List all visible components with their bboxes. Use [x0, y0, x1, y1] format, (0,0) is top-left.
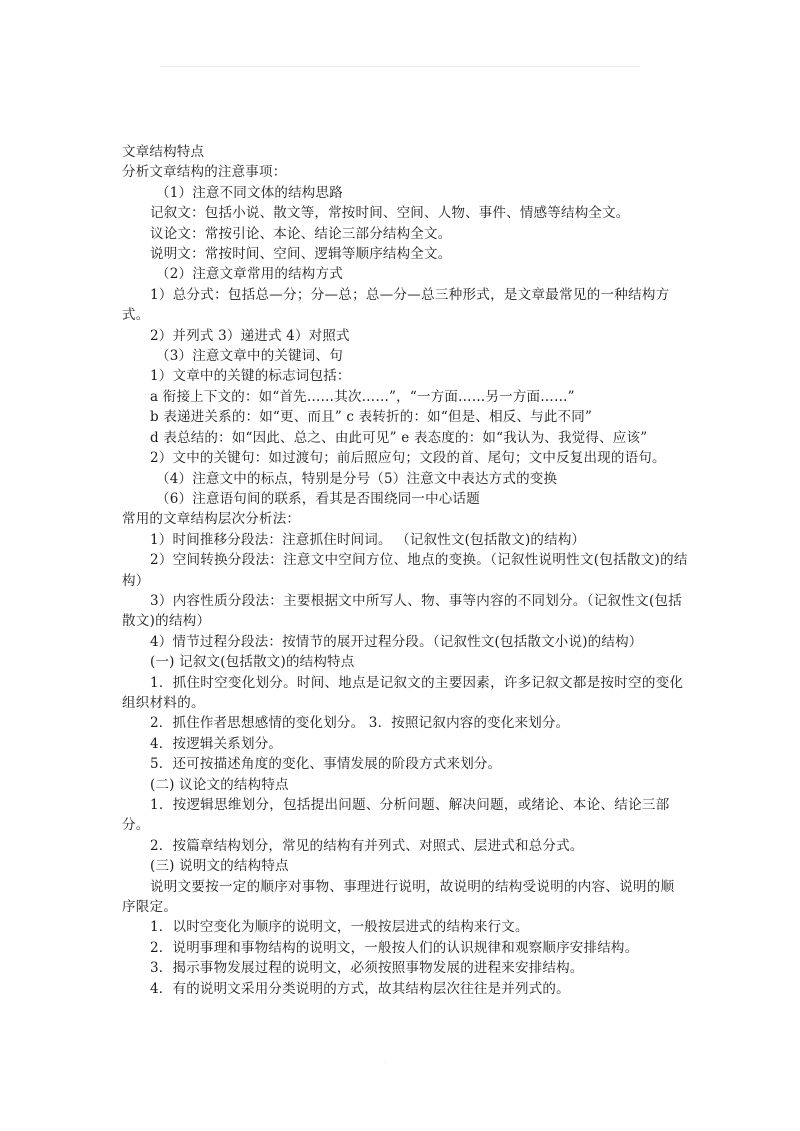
paragraph-parallel: 2）并列式 3）递进式 4）对照式	[150, 327, 350, 344]
list-item-a: a 衔接上下文的：如“首先……其次……”，“一方面……另一方面……”	[150, 388, 575, 405]
subheading-expository-features: (三) 说明文的结构特点	[150, 858, 289, 875]
subheading-1: （1）注意不同文体的结构思路	[156, 184, 343, 201]
subheading-2: （2）注意文章常用的结构方式	[156, 266, 343, 283]
footer-watermark: ·	[384, 1059, 387, 1067]
expository-point-4: 4．有的说明文采用分类说明的方式，故其结构层次往往是并列式的。	[150, 980, 570, 997]
narrative-point-2: 2．抓住作者思想感情的变化划分。 3．按照记叙内容的变化来划分。	[150, 715, 570, 732]
subheading-3: （3）注意文章中的关键词、句	[156, 348, 343, 365]
section-heading-notes: 分析文章结构的注意事项：	[122, 164, 287, 181]
list-item-b: b 表递进关系的：如“更、而且” c 表转折的：如“但是、相反、与此不同”	[150, 409, 593, 426]
argument-point-1: 1．按逻辑思维划分，包括提出问题、分析问题、解决问题，或绪论、本论、结论三部分。	[122, 797, 670, 834]
document-body	[122, 142, 688, 999]
expository-point-1: 1．以时空变化为顺序的说明文，一般按层进式的结构来行文。	[150, 919, 529, 936]
document-title: 文章结构特点	[122, 144, 205, 160]
method-3: 3）内容性质分段法：主要根据文中所写人、物、事等内容的不同划分。（记叙性文(包括散文)的结构）	[122, 592, 683, 630]
argument-point-2: 2．按篇章结构划分，常见的结构有并列式、对照式、层进式和总分式。	[150, 837, 584, 854]
expository-point-3: 3．揭示事物发展过程的说明文，必须按照事物发展的进程来安排结构。	[150, 960, 584, 977]
paragraph-argument: 议论文：常按引论、本论、结论三部分结构全文。	[150, 225, 452, 242]
subheading-6: （6）注意语句间的联系，看其是否围绕同一中心话题	[156, 490, 480, 507]
subheading-argument-features: (二) 议论文的结构特点	[150, 776, 289, 793]
list-item-d: d 表总结的：如“因此、总之、由此可见” e 表态度的：如“我认为、我觉得、应该”	[150, 429, 648, 446]
paragraph-keywords: 1）文章中的关键的标志词包括：	[150, 368, 351, 385]
method-2: 2）空间转换分段法：注意文中空间方位、地点的变换。（记叙性说明性文(包括散文)的结构）	[122, 552, 688, 589]
header-rule	[160, 66, 640, 67]
narrative-point-5: 5．还可按描述角度的变化、事情发展的阶段方式来划分。	[150, 756, 502, 773]
paragraph-key-sentences: 2）文中的关键句：如过渡句；前后照应句；文段的首、尾句；文中反复出现的语句。	[150, 450, 666, 467]
subheading-4: （4）注意文中的标点，特别是分号（5）注意文中表达方式的变换	[156, 470, 558, 487]
method-1: 1）时间推移分段法：注意抓住时间词。 （记叙性文(包括散文)的结构）	[150, 531, 586, 548]
paragraph-total-split: 1）总分式：包括总—分；分—总；总—分—总三种形式，是文章最常见的一种结构方式。	[122, 286, 670, 324]
expository-point-2: 2．说明事理和事物结构的说明文，一般按人们的认识规律和观察顺序安排结构。	[150, 939, 639, 956]
paragraph-narrative: 记叙文：包括小说、散文等，常按时间、空间、人物、事件、情感等结构全文。	[150, 205, 630, 222]
subheading-narrative-features: (一) 记叙文(包括散文)的结构特点	[150, 654, 355, 671]
method-4: 4）情节过程分段法：按情节的展开过程分段。（记叙性文(包括散文小说)的结构）	[150, 633, 643, 650]
paragraph-expository: 说明文：常按时间、空间、逻辑等顺序结构全文。	[150, 246, 452, 263]
narrative-point-1: 1．抓住时空变化划分。时间、地点是记叙文的主要因素，许多记叙文都是按时空的变化组织材料的。	[122, 674, 684, 711]
section-heading-methods: 常用的文章结构层次分析法：	[122, 511, 301, 528]
narrative-point-4: 4．按逻辑关系划分。	[150, 735, 283, 752]
expository-intro: 说明文要按一定的顺序对事物、事理进行说明，故说明的结构受说明的内容、说明的顺序限定。	[122, 878, 675, 916]
